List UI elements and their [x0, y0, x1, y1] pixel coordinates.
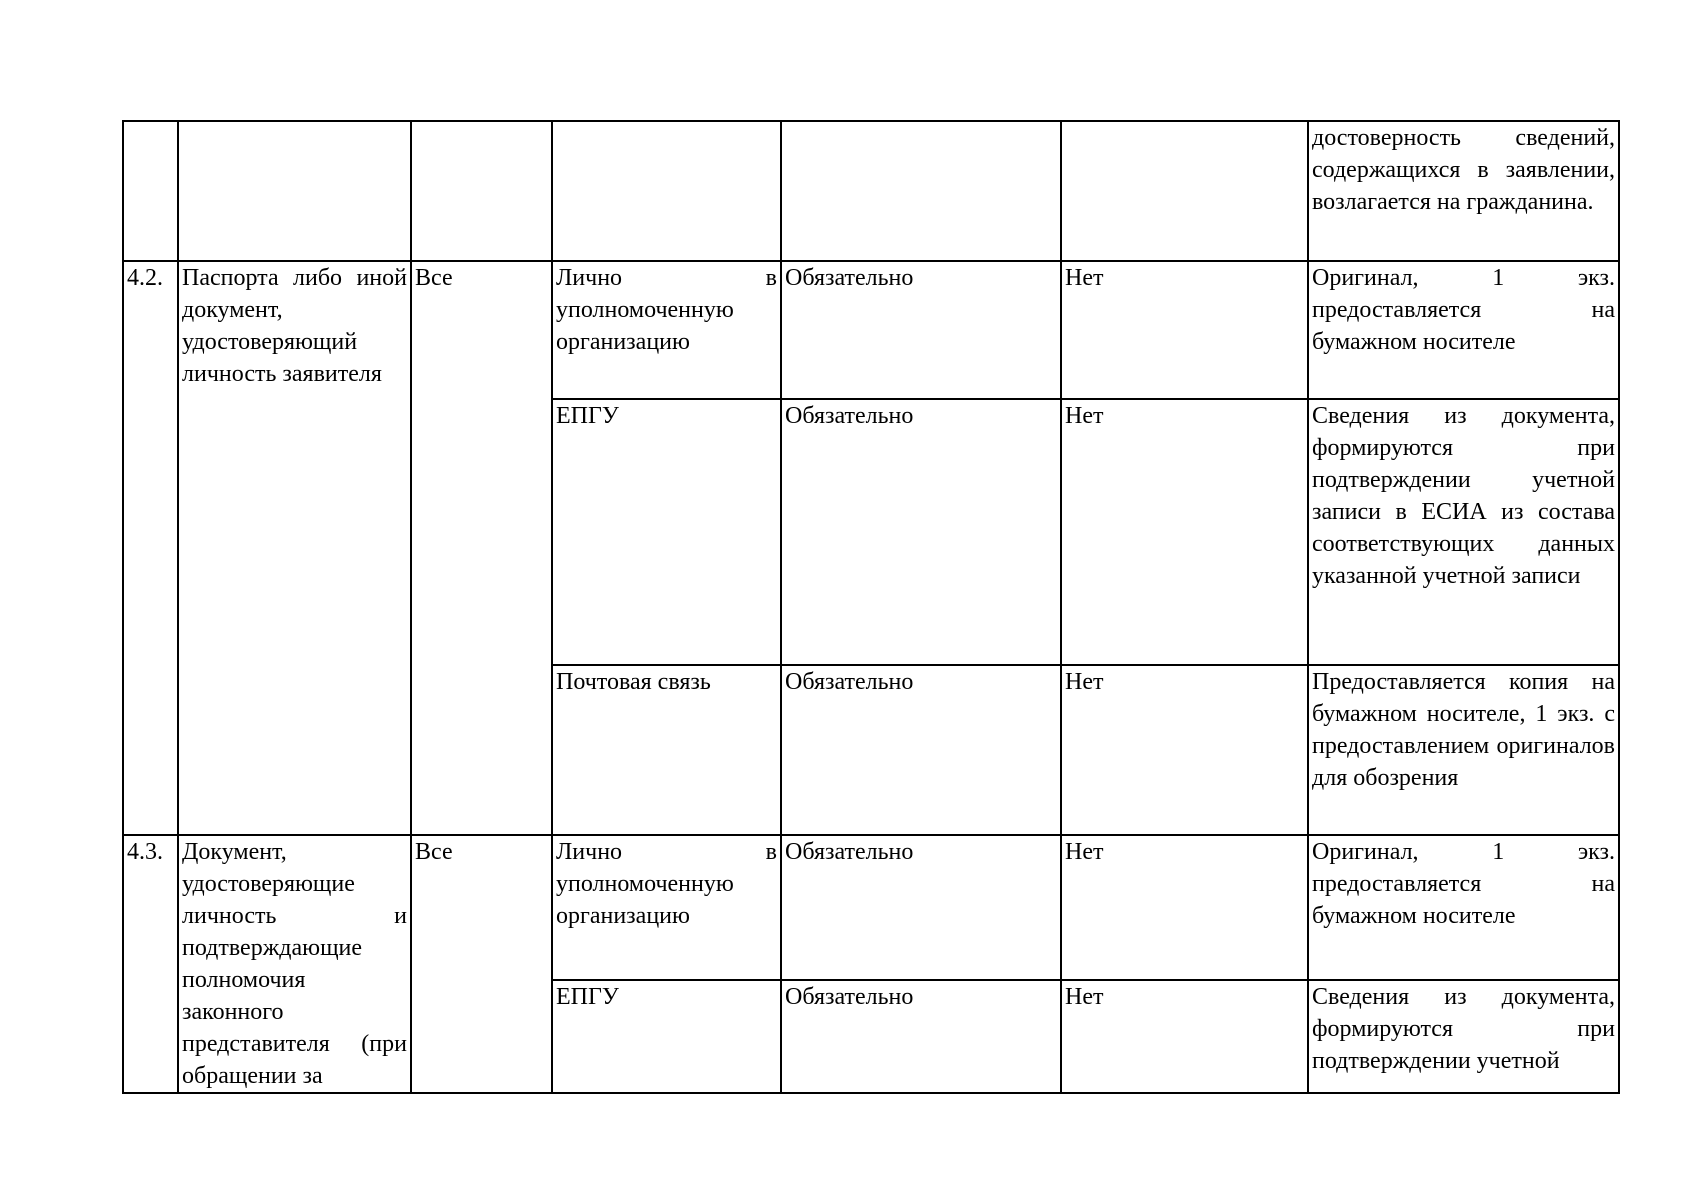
note-text: Сведения из документа, формируются при подтверждении учетной	[1312, 983, 1615, 1074]
document-name: Паспорта либо иной документ, удостоверяющий личность заявителя	[182, 265, 407, 387]
required-flag: Обязательно	[785, 839, 914, 865]
cell-condition	[1061, 980, 1308, 1093]
cell-condition	[1061, 835, 1308, 980]
cell-document	[178, 121, 411, 261]
cell-method	[552, 121, 781, 261]
cell-required	[781, 261, 1061, 399]
cell-note	[1308, 980, 1619, 1093]
cell-note	[1308, 121, 1619, 261]
submission-method: Почтовая связь	[556, 669, 711, 695]
note-text: Оригинал, 1 экз. предоставляется на бумажном носителе	[1312, 265, 1615, 355]
cell-required	[781, 835, 1061, 980]
note-text: достоверность сведений, содержащихся в заявлении, возлагается на гражданина.	[1312, 125, 1615, 215]
note-text: Предоставляется копия на бумажном носителе, 1 экз. с предоставлением оригиналов для обозрения	[1312, 669, 1615, 791]
row-number: 4.3.	[127, 839, 163, 865]
submission-method: ЕПГУ	[556, 403, 619, 429]
condition-flag: Нет	[1065, 839, 1104, 865]
cell-note	[1308, 399, 1619, 665]
cell-method	[552, 980, 781, 1093]
condition-flag: Нет	[1065, 403, 1104, 429]
required-flag: Обязательно	[785, 669, 914, 695]
cell-category	[411, 121, 552, 261]
document-name: Документ, удостоверяющие личность и подтверждающие полномочия законного представителя (при обращении за	[182, 839, 407, 1089]
cell-note	[1308, 261, 1619, 399]
cell-note	[1308, 835, 1619, 980]
condition-flag: Нет	[1065, 983, 1104, 1010]
cell-category	[411, 261, 552, 835]
cell-number	[123, 835, 178, 1093]
requirements-table	[122, 120, 1620, 1094]
cell-category	[411, 835, 552, 1093]
submission-method: Лично в уполномоченную организацию	[556, 265, 777, 355]
row-number: 4.2.	[127, 265, 163, 291]
cell-condition	[1061, 399, 1308, 665]
cell-condition	[1061, 261, 1308, 399]
submission-method: ЕПГУ	[556, 983, 619, 1010]
cell-number	[123, 261, 178, 835]
cell-method	[552, 665, 781, 835]
table-row	[123, 121, 1619, 261]
applicant-category: Все	[415, 839, 453, 865]
required-flag: Обязательно	[785, 403, 914, 429]
required-flag: Обязательно	[785, 983, 914, 1010]
applicant-category: Все	[415, 265, 453, 291]
cell-condition	[1061, 665, 1308, 835]
submission-method: Лично в уполномоченную организацию	[556, 839, 777, 929]
cell-document	[178, 261, 411, 835]
cell-note	[1308, 665, 1619, 835]
cell-method	[552, 261, 781, 399]
cell-required	[781, 980, 1061, 1093]
cell-condition	[1061, 121, 1308, 261]
cell-number	[123, 121, 178, 261]
required-flag: Обязательно	[785, 265, 914, 291]
condition-flag: Нет	[1065, 265, 1104, 291]
cell-method	[552, 399, 781, 665]
table-row	[123, 835, 1619, 980]
cell-method	[552, 835, 781, 980]
cell-required	[781, 399, 1061, 665]
note-text: Сведения из документа, формируются при подтверждении учетной записи в ЕСИА из состава соответствующих данных указанной учетной записи	[1312, 403, 1615, 589]
condition-flag: Нет	[1065, 669, 1104, 695]
table-row	[123, 261, 1619, 399]
cell-document	[178, 835, 411, 1093]
cell-required	[781, 121, 1061, 261]
note-text: Оригинал, 1 экз. предоставляется на бумажном носителе	[1312, 839, 1615, 929]
cell-required	[781, 665, 1061, 835]
